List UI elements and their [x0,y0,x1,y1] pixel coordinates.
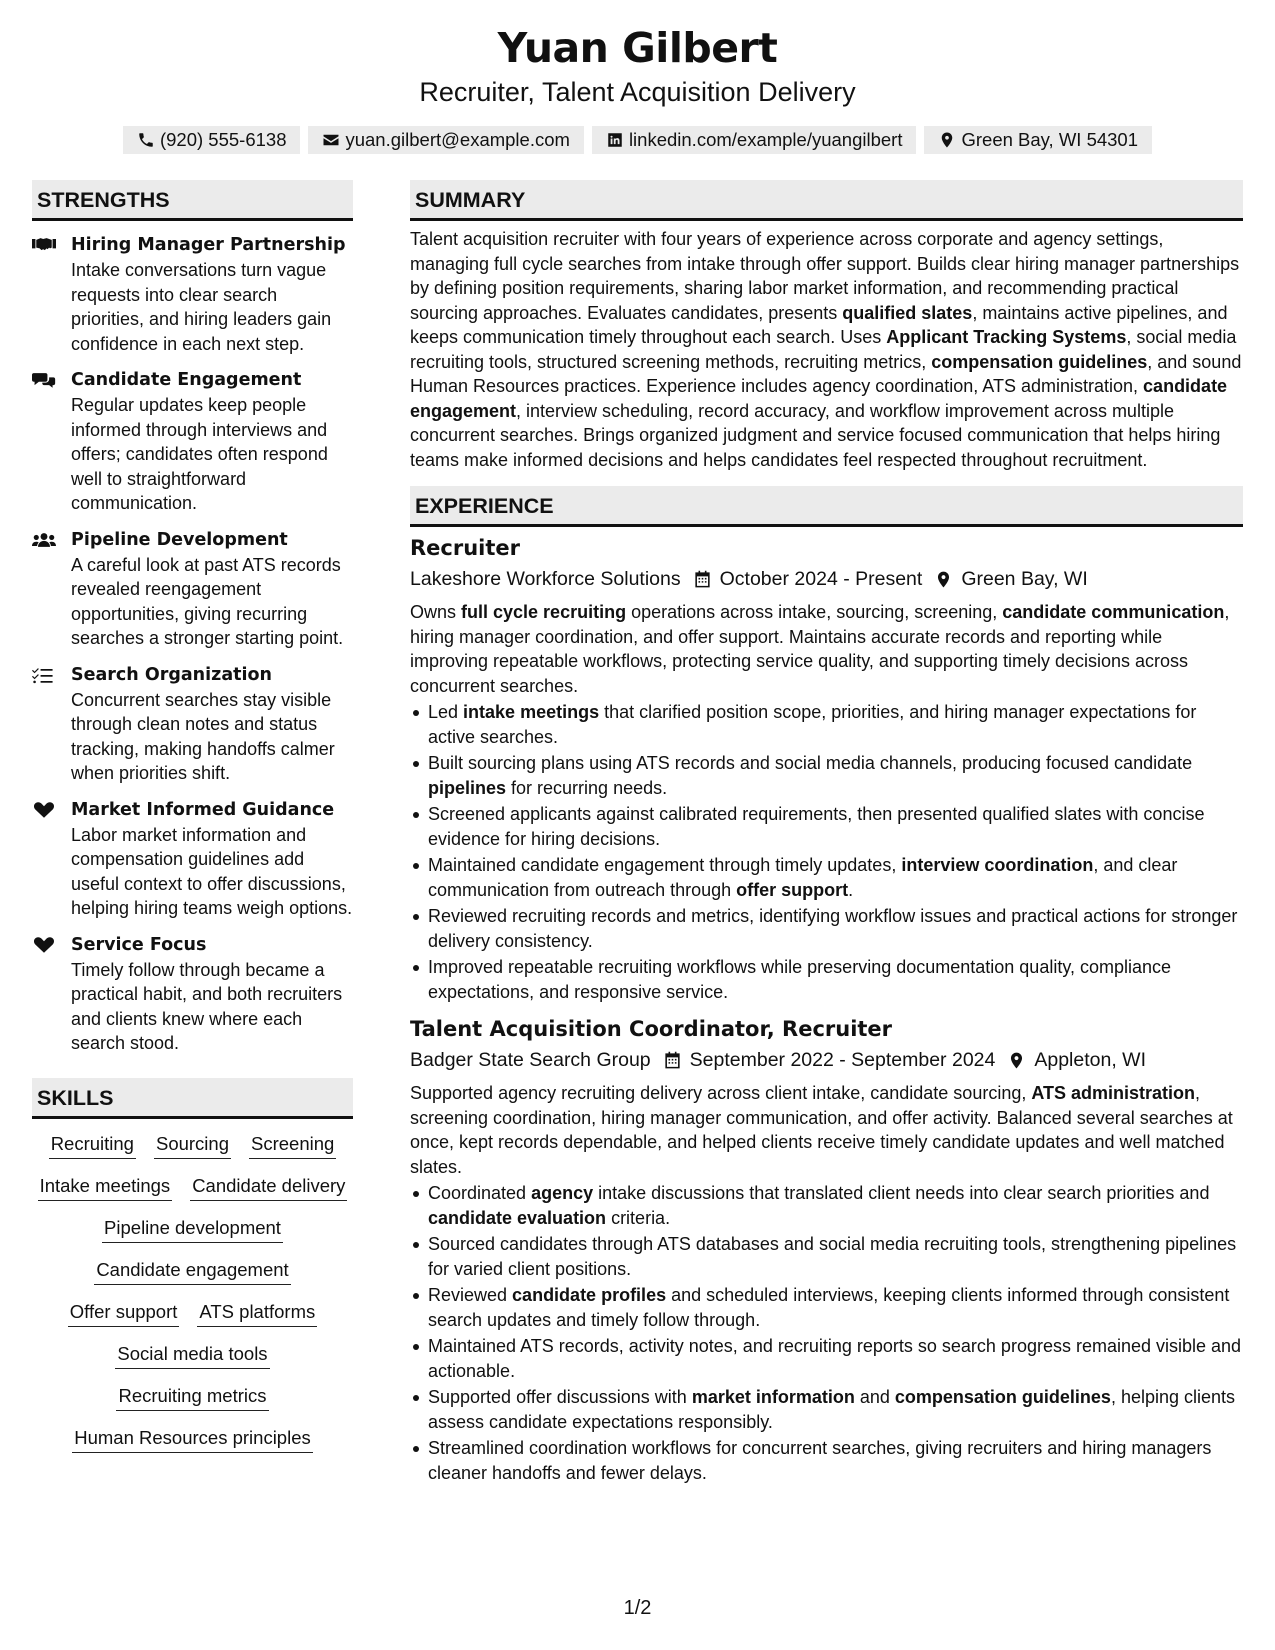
job-title: Talent Acquisition Coordinator, Recruiter [410,1017,893,1041]
contact-location-text: Green Bay, WI 54301 [961,129,1139,150]
skill-tag: Human Resources principles [72,1425,313,1453]
emphasis-text: candidate evaluation [428,1207,607,1228]
emphasis-text: agency [531,1183,594,1203]
contact-bar [0,126,1275,154]
skill-row [68,1299,317,1327]
job-dates: September 2022 - September 2024 [689,1049,996,1071]
skill-row [94,1257,290,1285]
contact-phone[interactable] [123,126,301,154]
skill-row [49,1131,337,1159]
skill-tag: Sourcing [154,1131,231,1159]
experience-heading: EXPERIENCE [410,486,1243,527]
skill-tag: Intake meetings [38,1173,173,1201]
skill-tag: Recruiting [49,1131,136,1159]
skills-list [32,1131,353,1453]
job-meta [410,564,1243,594]
strengths-heading: STRENGTHS [32,180,353,221]
skill-row [72,1425,313,1453]
job-location: Appleton, WI [1034,1049,1146,1071]
contact-linkedin-text: linkedin.com/example/yuangilbert [628,129,903,150]
strength-item [32,798,353,921]
emphasis-text: qualified slates [842,302,973,323]
emphasis-text: pipelines [428,777,507,798]
right-column [410,180,1243,1485]
skill-tag: Candidate engagement [94,1257,290,1285]
skill-tag: Screening [249,1131,336,1159]
emphasis-text: intake meetings [463,702,600,722]
job-bullet: Streamlined coordination workflows for concurrent searches, giving recruiters and hiring managers cleaner handoffs and fewer delays. [410,1436,1243,1485]
strength-title: Search Organization [71,664,272,685]
job-bullet: Coordinated agency intake discussions that translated client needs into clear search priorities and candidate evaluation criteria. [410,1181,1243,1230]
emphasis-text: candidate engagement [410,376,1228,421]
skill-tag: Candidate delivery [190,1173,347,1201]
emphasis-text: interview coordination [901,855,1094,875]
emphasis-text: full cycle recruiting [461,602,627,622]
job-bullet: Reviewed recruiting records and metrics, identifying workflow issues and practical actions for stronger delivery consistency. [410,904,1243,953]
job-bullet: Led intake meetings that clarified position scope, priorities, and hiring manager expectations for active searches. [410,700,1243,749]
emphasis-text: compensation guidelines [931,351,1148,372]
skills-heading: SKILLS [32,1078,353,1119]
handshake-icon [32,235,56,255]
users-icon [32,530,56,550]
strength-item [32,933,353,1056]
heart-icon [32,935,56,955]
strength-desc: Labor market information and compensation guidelines add useful context to offer discussions, helping hiring teams weigh options. [71,824,353,918]
resume-header [0,22,1275,154]
job-bullet: Reviewed candidate profiles and scheduled interviews, keeping clients informed through consistent search updates and timely follow through. [410,1283,1243,1332]
strength-title: Service Focus [71,934,207,955]
job-dates: October 2024 - Present [719,568,923,590]
skill-tag: Social media tools [115,1341,269,1369]
strength-desc: Regular updates keep people informed through interviews and offers; candidates often respond well to straightforward communication. [71,395,328,513]
strength-desc: Concurrent searches stay visible through clean notes and status tracking, making handoffs calmer when priorities shift. [71,689,335,783]
calendar-icon [663,1051,682,1070]
job-bullet: Maintained ATS records, activity notes, and recruiting reports so search progress remained visible and actionable. [410,1334,1243,1383]
heart-icon [32,800,56,820]
map-pin-icon [938,131,956,149]
skill-tag: Pipeline development [102,1215,283,1243]
comments-icon [32,370,56,390]
job-location: Green Bay, WI [961,568,1088,590]
phone-icon [137,131,155,149]
job-company: Lakeshore Workforce Solutions [410,568,681,590]
calendar-icon [693,570,712,589]
strength-item [32,528,353,651]
skill-row [115,1341,269,1369]
strength-item [32,663,353,786]
contact-linkedin[interactable] [592,126,917,154]
summary-heading: SUMMARY [410,180,1243,221]
candidate-role: Recruiter, Talent Acquisition Delivery [419,77,856,107]
envelope-icon [322,131,340,149]
job-title: Recruiter [410,536,521,560]
job-bullet: Maintained candidate engagement through timely updates, interview coordination, and clear communication from outreach through offer support. [410,853,1243,902]
job-bullet: Sourced candidates through ATS databases and social media recruiting tools, strengthening pipelines for varied client positions. [410,1232,1243,1281]
job-bullets [410,1181,1243,1485]
job-bullet: Improved repeatable recruiting workflows while preserving documentation quality, compliance expectations, and responsive service. [410,955,1243,1004]
strength-item [32,368,353,516]
page-number: 1/2 [623,1597,652,1619]
list-check-icon [32,665,56,685]
skill-row [38,1173,348,1201]
skill-tag: Offer support [68,1299,180,1327]
strength-desc: A careful look at past ATS records revealed reengagement opportunities, giving recurring searches a stronger starting point. [71,554,344,648]
emphasis-text: market information [691,1387,855,1407]
contact-phone-text: (920) 555-6138 [159,129,287,150]
linkedin-icon [606,131,624,149]
job-bullet: Built sourcing plans using ATS records and social media channels, producing focused candidate pipelines for recurring needs. [410,751,1243,800]
emphasis-text: candidate profiles [512,1285,667,1305]
job-summary: Supported agency recruiting delivery across client intake, candidate sourcing, ATS administration, screening coordination, hiring manager communication, and offer activity. Balanced several searches at once, kept records dependable, and helped clients receive timely candidate updates and well matched slates. [410,1083,1233,1177]
job-entry [410,1014,1243,1485]
job-bullet: Supported offer discussions with market information and compensation guidelines, helping clients assess candidate expectations responsibly. [410,1385,1243,1434]
emphasis-text: offer support [736,879,849,900]
strength-title: Market Informed Guidance [71,799,335,820]
map-pin-icon [1007,1051,1026,1070]
contact-email-text: yuan.gilbert@example.com [345,129,570,150]
job-entry [410,533,1243,1004]
strength-desc: Intake conversations turn vague requests into clear search priorities, and hiring leaders gain confidence in each next step. [71,260,332,354]
skill-tag: ATS platforms [197,1299,317,1327]
emphasis-text: Applicant Tracking Systems [886,327,1127,347]
skill-row [102,1215,283,1243]
strength-desc: Timely follow through became a practical habit, and both recruiters and clients knew where each search stood. [71,959,343,1053]
job-bullets [410,700,1243,1004]
contact-location [924,126,1152,154]
strength-title: Candidate Engagement [71,370,302,390]
summary-text: Talent acquisition recruiter with four years of experience across corporate and agency settings, managing full cycle searches from intake through offer support. Builds clear hiring manager partnerships by defining position requirements, sharing labor market information, and recommending practical sourcing approaches. Evaluates candidates, presents qualified slates, maintains active pipelines, and keeps communication timely throughout each search. Uses Applicant Tracking Systems, social media recruiting tools, structured screening methods, recruiting metrics, compensation guidelines, and sound Human Resources practices. Experience includes agency coordination, ATS administration, candidate engagement, interview scheduling, record accuracy, and workflow improvement across multiple concurrent searches. Brings organized judgment and service focused communication that helps hiring teams make informed decisions and helps candidates feel respected throughout recruitment. [410,229,1242,470]
job-summary: Owns full cycle recruiting operations across intake, sourcing, screening, candidate communication, hiring manager coordination, and offer support. Maintains accurate records and reporting while improving repeatable workflows, protecting service quality, and supporting timely decisions across concurrent searches. [410,602,1230,696]
emphasis-text: ATS administration [1031,1083,1196,1103]
contact-email[interactable] [308,126,583,154]
skill-tag: Recruiting metrics [116,1383,268,1411]
candidate-name: Yuan Gilbert [497,24,778,72]
strength-title: Pipeline Development [71,529,288,550]
left-column [32,180,353,1453]
map-pin-icon [934,570,953,589]
strength-item [32,233,353,356]
job-meta [410,1045,1243,1075]
skill-row [116,1383,268,1411]
emphasis-text: compensation guidelines [894,1387,1111,1407]
emphasis-text: candidate communication [1002,602,1225,622]
strength-title: Hiring Manager Partnership [71,235,346,255]
job-company: Badger State Search Group [410,1049,651,1071]
job-bullet: Screened applicants against calibrated requirements, then presented qualified slates with concise evidence for hiring decisions. [410,802,1243,851]
